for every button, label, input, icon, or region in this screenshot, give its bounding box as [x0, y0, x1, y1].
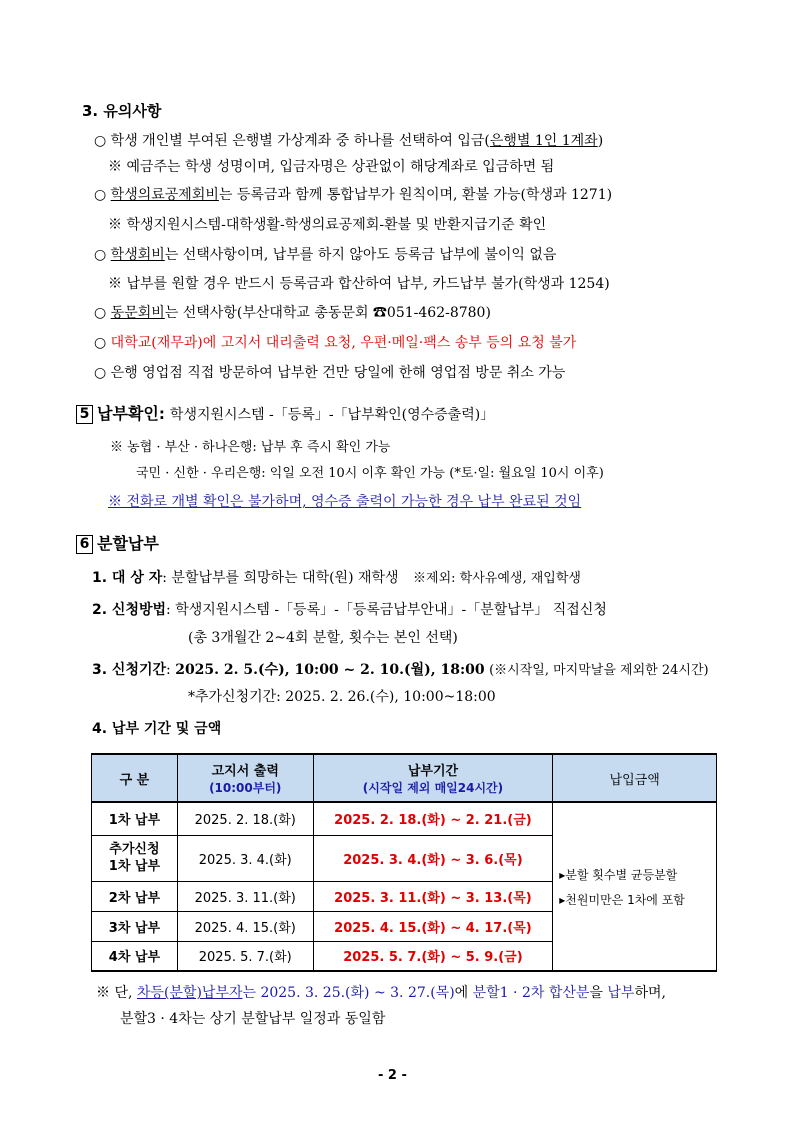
footnote-line-1: ※ 단, 차등(분할)납부자는 2025. 3. 25.(화) ~ 3. 27.(목)에 분할1 · 2차 합산분을 납부하며, — [96, 985, 666, 1001]
table-header: 납입금액 — [553, 754, 717, 802]
section-5-title: 납부확인 — [97, 404, 159, 423]
list-item: ※ 농협 · 부산 · 하나은행: 납부 후 즉시 확인 가능 — [110, 440, 391, 455]
table-cell: 3차 납부 — [92, 911, 178, 941]
list-item: 2. 신청방법: 학생지원시스템 -「등록」-「등록금납부안내」-「분할납부」 직접신청 — [92, 602, 607, 618]
section-6-title: 분할납부 — [97, 534, 159, 553]
table-cell: 2025. 3. 4.(화) ~ 3. 6.(목) — [313, 835, 553, 881]
list-item: ※ 학생지원시스템-대학생활-학생의료공제회-환불 및 반환지급기준 확인 — [108, 217, 547, 233]
notice-text: ※ 전화로 개별 확인은 불가하며, 영수증 출력이 가능한 경우 납부 완료된 것임 — [108, 494, 582, 510]
table-cell: 2차 납부 — [92, 881, 178, 911]
section-6-header — [76, 531, 159, 554]
table-cell: 2025. 4. 15.(화) — [177, 911, 313, 941]
list-item: ※ 납부를 원할 경우 반드시 등록금과 합산하여 납부, 카드납부 불가(학생과 1254) — [108, 276, 610, 292]
table-cell: 2025. 3. 4.(화) — [177, 835, 313, 881]
amount-cell: ▸분할 횟수별 균등분할 ▸천원미만은 1차에 포함 — [553, 802, 717, 971]
table-cell: 4차 납부 — [92, 941, 178, 971]
table-header: 납부기간 (시작일 제외 매일24시간) — [313, 754, 553, 802]
table-row — [92, 802, 717, 835]
table-cell: 2025. 4. 15.(화) ~ 4. 17.(목) — [313, 911, 553, 941]
table-cell: 추가신청 1차 납부 — [92, 835, 178, 881]
section-number-box: 5 — [76, 405, 93, 424]
list-item: ※ 예금주는 학생 성명이며, 입금자명은 상관없이 해당계좌로 입금하면 됨 — [108, 159, 555, 175]
list-item: ○ 학생 개인별 부여된 은행별 가상계좌 중 하나를 선택하여 입금(은행별 1인 1계좌) — [94, 133, 604, 149]
table-header: 구 분 — [92, 754, 178, 802]
section-number-box: 6 — [76, 535, 93, 554]
list-item: ○ 학생회비는 선택사항이며, 납부를 하지 않아도 등록금 납부에 불이익 없음 — [94, 247, 557, 263]
table-title: 4. 납부 기간 및 금액 — [92, 721, 222, 737]
list-item: 국민 · 신한 · 우리은행: 익일 오전 10시 이후 확인 가능 (*토·일: 월요일 10시 이후) — [136, 466, 604, 481]
list-item: 1. 대 상 자: 분할납부를 희망하는 대학(원) 재학생 ※제외: 학사유예생, 재입학생 — [92, 570, 581, 586]
section-5-path: 학생지원시스템 -「등록」-「납부확인(영수증출력)」 — [169, 407, 495, 423]
list-item: ○ 은행 영업점 직접 방문하여 납부한 건만 당일에 한해 영업점 방문 취소 가능 — [94, 365, 566, 381]
list-item: 3. 신청기간: 2025. 2. 5.(수), 10:00 ~ 2. 10.(월), 18:00 (※시작일, 마지막날을 제외한 24시간) — [92, 662, 709, 678]
list-item: *추가신청기간: 2025. 2. 26.(수), 10:00~18:00 — [188, 689, 496, 705]
list-item: ○ 동문회비는 선택사항(부산대학교 총동문회 ☎051-462-8780) — [94, 305, 491, 321]
table-cell: 2025. 2. 18.(화) ~ 2. 21.(금) — [313, 802, 553, 835]
page-number: - 2 - — [378, 1068, 407, 1083]
table-cell: 2025. 3. 11.(화) — [177, 881, 313, 911]
footnote-line-2: 분할3 · 4차는 상기 분할납부 일정과 동일함 — [120, 1011, 386, 1027]
payment-schedule-table — [91, 753, 717, 972]
table-header: 고지서 출력 (10:00부터) — [177, 754, 313, 802]
table-cell: 2025. 5. 7.(화) ~ 5. 9.(금) — [313, 941, 553, 971]
table-cell: 2025. 3. 11.(화) ~ 3. 13.(목) — [313, 881, 553, 911]
table-cell: 2025. 2. 18.(화) — [177, 802, 313, 835]
table-cell: 2025. 5. 7.(화) — [177, 941, 313, 971]
list-item: ○ 대학교(재무과)에 고지서 대리출력 요청, 우편·메일·팩스 송부 등의 요청 불가 — [94, 335, 577, 351]
section-3-title: 3. 유의사항 — [82, 102, 162, 120]
table-cell: 1차 납부 — [92, 802, 178, 835]
section-5-header: 5 납부확인: 학생지원시스템 -「등록」-「납부확인(영수증출력)」 — [76, 401, 494, 424]
list-item: (총 3개월간 2~4회 분할, 횟수는 본인 선택) — [188, 630, 458, 646]
list-item: ○ 학생의료공제회비는 등록금과 함께 통합납부가 원칙이며, 환불 가능(학생과 1271) — [94, 187, 613, 203]
